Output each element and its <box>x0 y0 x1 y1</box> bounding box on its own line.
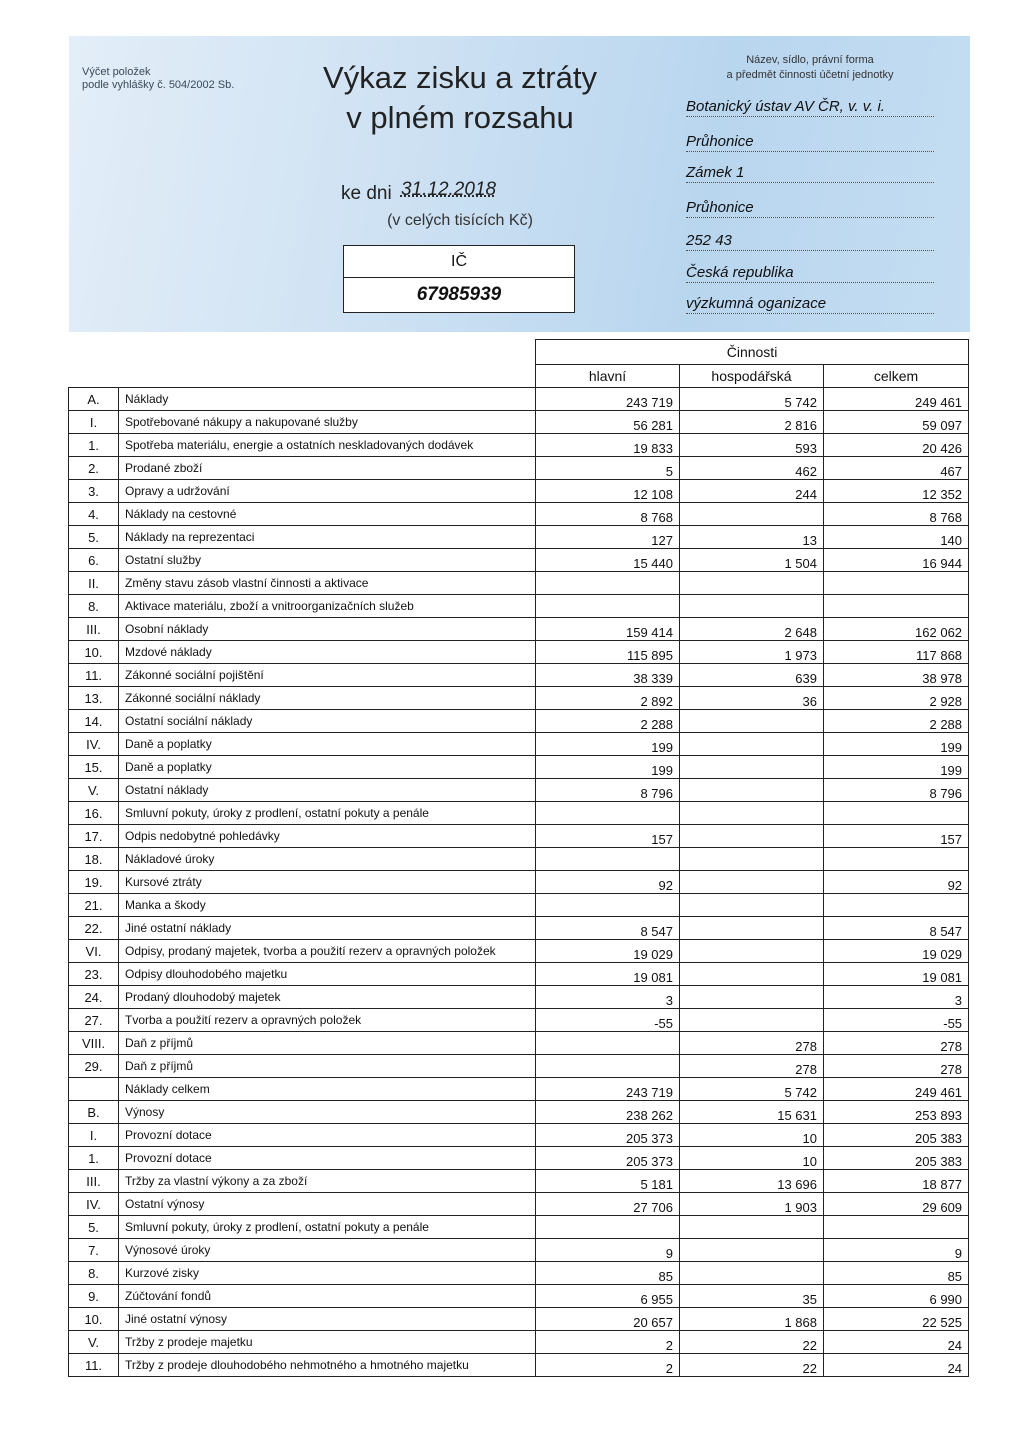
report-title <box>300 58 620 138</box>
row-main-value-cell: 20 657 <box>536 1308 680 1331</box>
row-main-value-cell: 157 <box>536 825 680 848</box>
row-label-cell: Nákladové úroky <box>119 848 536 871</box>
group-header-cell: Činnosti <box>536 340 969 365</box>
row-main-value-cell: 3 <box>536 986 680 1009</box>
row-total-value-cell: 8 768 <box>824 503 969 526</box>
table-row <box>69 779 969 802</box>
row-economic-value-cell <box>680 986 824 1009</box>
table-row <box>69 1239 969 1262</box>
legal-note-line1: Výčet položek <box>82 66 151 78</box>
report-date-label: ke dni <box>341 183 392 204</box>
row-total-value-cell: 199 <box>824 756 969 779</box>
row-total-value-cell <box>824 802 969 825</box>
row-economic-value-cell <box>680 756 824 779</box>
row-code-cell: II. <box>69 572 119 595</box>
row-economic-value-cell: 13 <box>680 526 824 549</box>
row-code-cell: 18. <box>69 848 119 871</box>
row-label-cell: Opravy a udržování <box>119 480 536 503</box>
entity-caption-line1: Název, sídlo, právní forma <box>746 54 874 66</box>
row-code-cell: 24. <box>69 986 119 1009</box>
row-economic-value-cell: 5 742 <box>680 388 824 411</box>
row-total-value-cell: 20 426 <box>824 434 969 457</box>
table-row <box>69 733 969 756</box>
row-main-value-cell: 9 <box>536 1239 680 1262</box>
row-economic-value-cell: 462 <box>680 457 824 480</box>
row-main-value-cell: 6 955 <box>536 1285 680 1308</box>
units-note: (v celých tisících Kč) <box>387 212 533 229</box>
column-header-row <box>69 365 969 388</box>
row-main-value-cell: 199 <box>536 756 680 779</box>
row-main-value-cell: 56 281 <box>536 411 680 434</box>
row-economic-value-cell: 10 <box>680 1124 824 1147</box>
row-total-value-cell: 19 081 <box>824 963 969 986</box>
row-label-cell: Spotřeba materiálu, energie a ostatních neskladovaných dodávek <box>119 434 536 457</box>
row-main-value-cell: 2 <box>536 1331 680 1354</box>
row-total-value-cell: 19 029 <box>824 940 969 963</box>
row-main-value-cell <box>536 595 680 618</box>
table-row <box>69 848 969 871</box>
row-main-value-cell: 5 181 <box>536 1170 680 1193</box>
table-row <box>69 1262 969 1285</box>
row-main-value-cell <box>536 1055 680 1078</box>
ic-value: 67985939 <box>416 284 502 305</box>
row-total-value-cell: 205 383 <box>824 1147 969 1170</box>
profit-loss-table <box>68 339 969 1377</box>
row-economic-value-cell <box>680 871 824 894</box>
row-main-value-cell: 19 029 <box>536 940 680 963</box>
row-total-value-cell: 8 796 <box>824 779 969 802</box>
table-row <box>69 1193 969 1216</box>
row-main-value-cell: 8 796 <box>536 779 680 802</box>
row-total-value-cell <box>824 894 969 917</box>
row-code-cell: 2. <box>69 457 119 480</box>
table-row <box>69 664 969 687</box>
row-code-cell: 19. <box>69 871 119 894</box>
legal-note-line2: podle vyhlášky č. 504/2002 Sb. <box>82 79 235 91</box>
table-row <box>69 1331 969 1354</box>
row-total-value-cell: 6 990 <box>824 1285 969 1308</box>
row-code-cell: III. <box>69 1170 119 1193</box>
row-label-cell: Zákonné sociální pojištění <box>119 664 536 687</box>
row-economic-value-cell <box>680 733 824 756</box>
table-row <box>69 1308 969 1331</box>
row-economic-value-cell <box>680 595 824 618</box>
row-label-cell: Tržby z prodeje majetku <box>119 1331 536 1354</box>
row-economic-value-cell <box>680 710 824 733</box>
row-code-cell: 1. <box>69 434 119 457</box>
table-row <box>69 388 969 411</box>
row-economic-value-cell: 244 <box>680 480 824 503</box>
row-economic-value-cell <box>680 503 824 526</box>
row-total-value-cell: 278 <box>824 1055 969 1078</box>
row-total-value-cell: 59 097 <box>824 411 969 434</box>
row-main-value-cell: 38 339 <box>536 664 680 687</box>
row-main-value-cell: 19 081 <box>536 963 680 986</box>
table-row <box>69 1009 969 1032</box>
row-main-value-cell <box>536 894 680 917</box>
row-main-value-cell: 2 892 <box>536 687 680 710</box>
entity-municipality: Průhonice <box>686 199 934 218</box>
table-row <box>69 1032 969 1055</box>
row-label-cell: Mzdové náklady <box>119 641 536 664</box>
row-code-cell: 13. <box>69 687 119 710</box>
row-code-cell: 4. <box>69 503 119 526</box>
row-code-cell: IV. <box>69 733 119 756</box>
row-main-value-cell: 12 108 <box>536 480 680 503</box>
row-code-cell <box>69 1078 119 1101</box>
table-row <box>69 710 969 733</box>
row-label-cell: Náklady celkem <box>119 1078 536 1101</box>
report-title-line2: v plném rozsahu <box>346 100 574 135</box>
row-code-cell: 23. <box>69 963 119 986</box>
table-row <box>69 549 969 572</box>
row-code-cell: 17. <box>69 825 119 848</box>
table-row <box>69 595 969 618</box>
row-label-cell: Daně a poplatky <box>119 756 536 779</box>
row-main-value-cell <box>536 1032 680 1055</box>
row-label-cell: Odpis nedobytné pohledávky <box>119 825 536 848</box>
ic-box <box>343 245 575 313</box>
row-main-value-cell: 15 440 <box>536 549 680 572</box>
row-code-cell: 3. <box>69 480 119 503</box>
row-total-value-cell: 249 461 <box>824 388 969 411</box>
row-code-cell: 6. <box>69 549 119 572</box>
row-label-cell: Tvorba a použití rezerv a opravných položek <box>119 1009 536 1032</box>
row-total-value-cell: 92 <box>824 871 969 894</box>
row-code-cell: VI. <box>69 940 119 963</box>
row-main-value-cell: 8 547 <box>536 917 680 940</box>
row-code-cell: 27. <box>69 1009 119 1032</box>
row-label-cell: Náklady na reprezentaci <box>119 526 536 549</box>
row-economic-value-cell <box>680 1262 824 1285</box>
table-row <box>69 986 969 1009</box>
row-code-cell: I. <box>69 411 119 434</box>
row-economic-value-cell: 1 504 <box>680 549 824 572</box>
row-economic-value-cell: 13 696 <box>680 1170 824 1193</box>
row-code-cell: 21. <box>69 894 119 917</box>
row-code-cell: V. <box>69 779 119 802</box>
entity-zip: 252 43 <box>686 232 934 251</box>
table-row <box>69 1147 969 1170</box>
row-main-value-cell: 159 414 <box>536 618 680 641</box>
entity-caption <box>690 53 930 83</box>
row-label-cell: Smluvní pokuty, úroky z prodlení, ostatní pokuty a penále <box>119 1216 536 1239</box>
table-row <box>69 1285 969 1308</box>
row-label-cell: Zákonné sociální náklady <box>119 687 536 710</box>
row-economic-value-cell <box>680 848 824 871</box>
row-economic-value-cell <box>680 572 824 595</box>
row-main-value-cell: 2 <box>536 1354 680 1377</box>
row-economic-value-cell: 278 <box>680 1032 824 1055</box>
row-main-value-cell: 243 719 <box>536 1078 680 1101</box>
table-row <box>69 687 969 710</box>
row-total-value-cell: 16 944 <box>824 549 969 572</box>
row-code-cell: 10. <box>69 1308 119 1331</box>
row-total-value-cell: 29 609 <box>824 1193 969 1216</box>
column-header-economic: hospodářská <box>680 365 824 388</box>
row-main-value-cell: 199 <box>536 733 680 756</box>
row-economic-value-cell: 1 973 <box>680 641 824 664</box>
row-economic-value-cell: 5 742 <box>680 1078 824 1101</box>
row-label-cell: Odpisy, prodaný majetek, tvorba a použití rezerv a opravných položek <box>119 940 536 963</box>
row-economic-value-cell <box>680 963 824 986</box>
row-main-value-cell: 2 288 <box>536 710 680 733</box>
table-row <box>69 434 969 457</box>
row-label-cell: Jiné ostatní výnosy <box>119 1308 536 1331</box>
row-total-value-cell <box>824 1216 969 1239</box>
table-row <box>69 802 969 825</box>
row-label-cell: Provozní dotace <box>119 1124 536 1147</box>
row-economic-value-cell: 593 <box>680 434 824 457</box>
row-label-cell: Výnosy <box>119 1101 536 1124</box>
table-row <box>69 572 969 595</box>
row-label-cell: Ostatní náklady <box>119 779 536 802</box>
row-code-cell: IV. <box>69 1193 119 1216</box>
table-row <box>69 756 969 779</box>
row-total-value-cell: 253 893 <box>824 1101 969 1124</box>
row-label-cell: Změny stavu zásob vlastní činnosti a aktivace <box>119 572 536 595</box>
entity-city: Průhonice <box>686 133 934 152</box>
row-main-value-cell: 27 706 <box>536 1193 680 1216</box>
row-total-value-cell: 9 <box>824 1239 969 1262</box>
row-label-cell: Kurzové zisky <box>119 1262 536 1285</box>
row-economic-value-cell <box>680 917 824 940</box>
table-row <box>69 871 969 894</box>
row-total-value-cell <box>824 572 969 595</box>
table-row <box>69 917 969 940</box>
table-row <box>69 1101 969 1124</box>
row-economic-value-cell <box>680 894 824 917</box>
row-code-cell: III. <box>69 618 119 641</box>
row-code-cell: 16. <box>69 802 119 825</box>
row-label-cell: Výnosové úroky <box>119 1239 536 1262</box>
row-main-value-cell: 243 719 <box>536 388 680 411</box>
row-main-value-cell: 19 833 <box>536 434 680 457</box>
row-label-cell: Ostatní sociální náklady <box>119 710 536 733</box>
entity-street: Zámek 1 <box>686 164 934 183</box>
row-label-cell: Tržby z prodeje dlouhodobého nehmotného a hmotného majetku <box>119 1354 536 1377</box>
row-total-value-cell: 22 525 <box>824 1308 969 1331</box>
row-code-cell: 1. <box>69 1147 119 1170</box>
row-economic-value-cell: 36 <box>680 687 824 710</box>
row-main-value-cell: -55 <box>536 1009 680 1032</box>
row-economic-value-cell <box>680 779 824 802</box>
row-economic-value-cell: 10 <box>680 1147 824 1170</box>
row-label-cell: Náklady na cestovné <box>119 503 536 526</box>
row-economic-value-cell: 35 <box>680 1285 824 1308</box>
row-economic-value-cell <box>680 1009 824 1032</box>
row-code-cell: 7. <box>69 1239 119 1262</box>
row-economic-value-cell: 1 903 <box>680 1193 824 1216</box>
row-total-value-cell: 249 461 <box>824 1078 969 1101</box>
row-total-value-cell: 24 <box>824 1354 969 1377</box>
row-total-value-cell: 467 <box>824 457 969 480</box>
row-total-value-cell: 2 928 <box>824 687 969 710</box>
table-row <box>69 526 969 549</box>
row-total-value-cell: -55 <box>824 1009 969 1032</box>
row-main-value-cell <box>536 802 680 825</box>
row-label-cell: Spotřebované nákupy a nakupované služby <box>119 411 536 434</box>
table-row <box>69 1124 969 1147</box>
legal-note <box>82 66 234 92</box>
column-header-total: celkem <box>824 365 969 388</box>
row-label-cell: Smluvní pokuty, úroky z prodlení, ostatní pokuty a penále <box>119 802 536 825</box>
row-total-value-cell: 18 877 <box>824 1170 969 1193</box>
table-row <box>69 641 969 664</box>
row-economic-value-cell: 22 <box>680 1331 824 1354</box>
table-row <box>69 825 969 848</box>
row-main-value-cell: 115 895 <box>536 641 680 664</box>
row-main-value-cell: 8 768 <box>536 503 680 526</box>
row-main-value-cell: 238 262 <box>536 1101 680 1124</box>
entity-country: Česká republika <box>686 264 934 283</box>
row-main-value-cell: 127 <box>536 526 680 549</box>
entity-activity: výzkumná oganizace <box>686 295 934 314</box>
table-row <box>69 1055 969 1078</box>
row-main-value-cell <box>536 1216 680 1239</box>
row-label-cell: Prodané zboží <box>119 457 536 480</box>
row-main-value-cell: 205 373 <box>536 1124 680 1147</box>
row-total-value-cell: 199 <box>824 733 969 756</box>
row-economic-value-cell: 22 <box>680 1354 824 1377</box>
table-row <box>69 457 969 480</box>
row-code-cell: I. <box>69 1124 119 1147</box>
row-total-value-cell: 157 <box>824 825 969 848</box>
row-economic-value-cell: 2 648 <box>680 618 824 641</box>
report-date-value: 31.12.2018 <box>400 179 497 200</box>
row-total-value-cell <box>824 595 969 618</box>
table-row <box>69 1170 969 1193</box>
row-code-cell: 15. <box>69 756 119 779</box>
table-row <box>69 411 969 434</box>
report-date-line <box>341 179 497 205</box>
row-code-cell: VIII. <box>69 1032 119 1055</box>
row-total-value-cell: 162 062 <box>824 618 969 641</box>
group-header-row <box>69 340 969 365</box>
row-total-value-cell: 2 288 <box>824 710 969 733</box>
table-row <box>69 480 969 503</box>
row-total-value-cell: 3 <box>824 986 969 1009</box>
row-economic-value-cell <box>680 825 824 848</box>
entity-name: Botanický ústav AV ČR, v. v. i. <box>686 98 934 117</box>
row-total-value-cell: 8 547 <box>824 917 969 940</box>
column-header-main: hlavní <box>536 365 680 388</box>
row-code-cell: 14. <box>69 710 119 733</box>
row-label-cell: Provozní dotace <box>119 1147 536 1170</box>
row-label-cell: Manka a škody <box>119 894 536 917</box>
row-label-cell: Daně a poplatky <box>119 733 536 756</box>
row-label-cell: Prodaný dlouhodobý majetek <box>119 986 536 1009</box>
row-total-value-cell: 140 <box>824 526 969 549</box>
row-main-value-cell: 5 <box>536 457 680 480</box>
ic-label: IČ <box>344 246 574 278</box>
row-economic-value-cell <box>680 1239 824 1262</box>
row-main-value-cell: 85 <box>536 1262 680 1285</box>
row-label-cell: Daň z příjmů <box>119 1032 536 1055</box>
row-code-cell: 11. <box>69 664 119 687</box>
row-label-cell: Zúčtování fondů <box>119 1285 536 1308</box>
row-label-cell: Ostatní služby <box>119 549 536 572</box>
row-code-cell: 8. <box>69 1262 119 1285</box>
table-row <box>69 503 969 526</box>
row-total-value-cell: 117 868 <box>824 641 969 664</box>
row-code-cell: 11. <box>69 1354 119 1377</box>
row-main-value-cell <box>536 848 680 871</box>
row-economic-value-cell: 639 <box>680 664 824 687</box>
table-row <box>69 963 969 986</box>
row-total-value-cell: 278 <box>824 1032 969 1055</box>
row-code-cell: V. <box>69 1331 119 1354</box>
row-total-value-cell: 38 978 <box>824 664 969 687</box>
row-code-cell: 22. <box>69 917 119 940</box>
table-row <box>69 1216 969 1239</box>
row-label-cell: Jiné ostatní náklady <box>119 917 536 940</box>
row-label-cell: Kursové ztráty <box>119 871 536 894</box>
table-row <box>69 618 969 641</box>
row-total-value-cell <box>824 848 969 871</box>
row-label-cell: Aktivace materiálu, zboží a vnitroorganizačních služeb <box>119 595 536 618</box>
table-row <box>69 940 969 963</box>
row-main-value-cell <box>536 572 680 595</box>
row-label-cell: Tržby za vlastní výkony a za zboží <box>119 1170 536 1193</box>
row-code-cell: B. <box>69 1101 119 1124</box>
row-main-value-cell: 92 <box>536 871 680 894</box>
row-code-cell: A. <box>69 388 119 411</box>
row-label-cell: Odpisy dlouhodobého majetku <box>119 963 536 986</box>
row-total-value-cell: 205 383 <box>824 1124 969 1147</box>
row-economic-value-cell: 1 868 <box>680 1308 824 1331</box>
row-economic-value-cell: 15 631 <box>680 1101 824 1124</box>
entity-caption-line2: a předmět činnosti účetní jednotky <box>726 69 894 81</box>
table-row <box>69 1354 969 1377</box>
row-total-value-cell: 24 <box>824 1331 969 1354</box>
table-row <box>69 1078 969 1101</box>
row-code-cell: 10. <box>69 641 119 664</box>
row-code-cell: 29. <box>69 1055 119 1078</box>
row-economic-value-cell <box>680 940 824 963</box>
row-total-value-cell: 85 <box>824 1262 969 1285</box>
row-label-cell: Daň z příjmů <box>119 1055 536 1078</box>
row-label-cell: Ostatní výnosy <box>119 1193 536 1216</box>
table-row <box>69 894 969 917</box>
row-code-cell: 8. <box>69 595 119 618</box>
row-label-cell: Osobní náklady <box>119 618 536 641</box>
report-title-line1: Výkaz zisku a ztráty <box>323 60 597 95</box>
row-economic-value-cell <box>680 1216 824 1239</box>
row-label-cell: Náklady <box>119 388 536 411</box>
row-code-cell: 5. <box>69 526 119 549</box>
row-code-cell: 9. <box>69 1285 119 1308</box>
row-economic-value-cell: 2 816 <box>680 411 824 434</box>
row-main-value-cell: 205 373 <box>536 1147 680 1170</box>
row-code-cell: 5. <box>69 1216 119 1239</box>
row-economic-value-cell <box>680 802 824 825</box>
row-economic-value-cell: 278 <box>680 1055 824 1078</box>
row-total-value-cell: 12 352 <box>824 480 969 503</box>
